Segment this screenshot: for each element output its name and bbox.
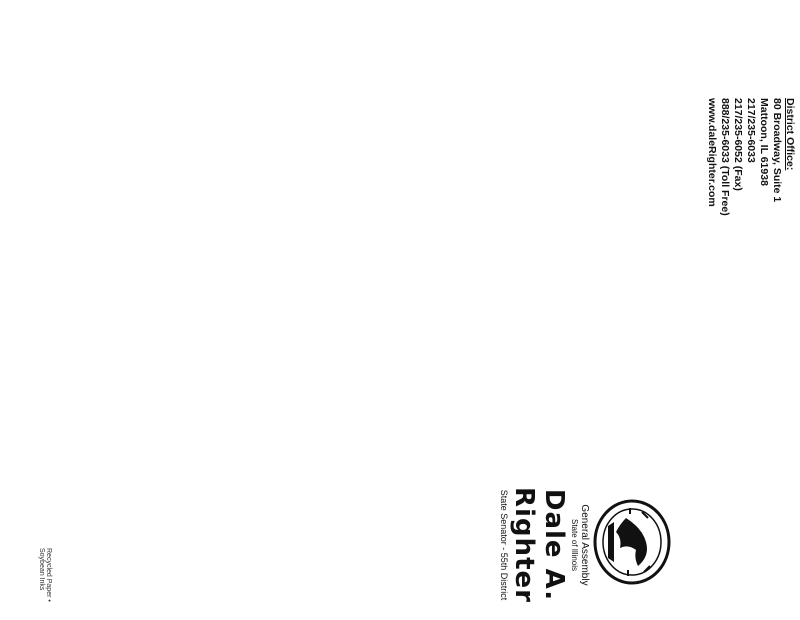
senator-title: State Senator - 55th District [499, 489, 509, 601]
district-office-phone: 217/235-6033 [745, 98, 757, 163]
district-office-toll-free: 888/235-6033 (Toll Free) [719, 98, 731, 216]
state-seal-icon [592, 498, 672, 586]
district-office-city: Mattoon, IL 61938 [758, 98, 770, 186]
district-office-block [705, 98, 796, 216]
general-assembly-label: General Assembly [579, 504, 590, 586]
district-office-fax: 217/235-6052 (Fax) [732, 98, 744, 191]
letterhead-masthead [499, 470, 590, 620]
state-label: State of Illinois [570, 518, 579, 572]
recycled-paper-note: Recycled Paper • Soybean Inks [38, 548, 52, 602]
senator-name: Dale A. Righter [509, 487, 569, 603]
district-office-street: 80 Broadway, Suite 1 [771, 98, 783, 203]
district-office-heading: District Office: [784, 98, 796, 171]
district-office-website: www.daleRighter.com [706, 98, 718, 207]
